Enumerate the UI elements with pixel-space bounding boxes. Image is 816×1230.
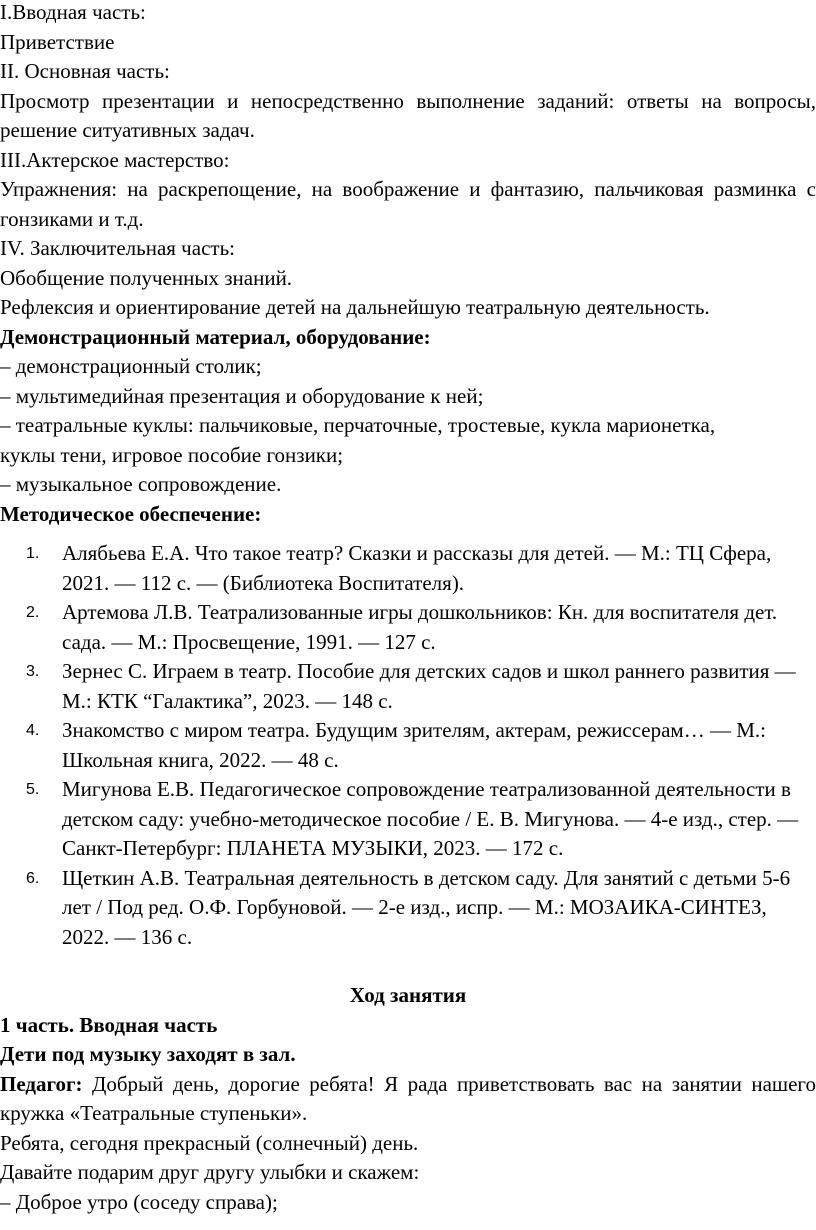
teacher-text: Добрый день, дорогие ребята! Я рада приветствовать вас на занятии нашего кружка «Театральные ступеньки». <box>0 1071 816 1125</box>
reference-item <box>0 539 816 598</box>
section-4-text-1: Обобщение полученных знаний. <box>0 265 293 290</box>
reference-number: 3. <box>26 663 40 680</box>
section-3-text: Упражнения: на раскрепощение, на воображение и фантазию, пальчиковая разминка с гонзиками и т.д. <box>0 177 816 231</box>
spacer <box>0 952 816 981</box>
materials-item: – музыкальное сопровождение. <box>0 472 282 496</box>
materials-item: – театральные куклы: пальчиковые, перчаточные, тростевые, кукла марионетка, <box>0 413 716 437</box>
materials-item: – мультимедийная презентация и оборудование к ней; <box>0 383 484 408</box>
section-4-title: IV. Заключительная часть: <box>0 236 235 260</box>
stage-direction: Дети под музыку заходят в зал. <box>0 1042 296 1066</box>
reference-item <box>0 716 816 775</box>
lesson-line: – Доброе утро (соседу справа); <box>0 1189 278 1214</box>
reference-number: 1. <box>26 545 40 562</box>
reference-number: 2. <box>26 604 40 621</box>
lesson-line: Ребята, сегодня прекрасный (солнечный) день. <box>0 1130 419 1155</box>
teacher-speech <box>0 1070 816 1129</box>
reference-item <box>0 775 816 864</box>
reference-text: Мигунова Е.В. Педагогическое сопровождение театрализованной деятельности в детском саду: учебно-методическое пособие / Е. В. Мигунова. — 4-е изд., стер. — Санкт-Петербург: ПЛАНЕТА МУЗЫКИ, 2023. — 172 с. <box>62 777 799 860</box>
reference-text: Знакомство с миром театра. Будущим зрителям, актерам, режиссерам… — М.: Школьная книга, 2022. — 48 с. <box>62 718 766 772</box>
section-4-text-2: Рефлексия и ориентирование детей на дальнейшую театральную деятельность. <box>0 295 710 319</box>
reference-item <box>0 657 816 716</box>
reference-number: 5. <box>26 781 40 798</box>
references-list <box>0 539 816 952</box>
section-1-text: Приветствие <box>0 29 115 54</box>
materials-item: – демонстрационный столик; <box>0 354 262 378</box>
section-3-title: III.Актерское мастерство: <box>0 147 230 172</box>
methods-title: Методическое обеспечение: <box>0 501 262 526</box>
reference-text: Зернес С. Играем в театр. Пособие для детских садов и школ раннего развития — М.: КТК “Галактика”, 2023. — 148 с. <box>62 659 796 713</box>
reference-text: Щеткин А.В. Театральная деятельность в детском саду. Для занятий с детьми 5-6 лет / Под ред. О.Ф. Горбуновой. — 2-е изд., испр. — М.: МОЗАИКА-СИНТЕЗ, 2022. — 136 с. <box>62 865 791 949</box>
reference-item <box>0 598 816 657</box>
section-2-text: Просмотр презентации и непосредственно выполнение заданий: ответы на вопросы, решение ситуативных задач. <box>0 88 816 142</box>
part-1-title: 1 часть. Вводная часть <box>0 1012 218 1037</box>
teacher-label: Педагог: <box>0 1071 83 1096</box>
lesson-title: Ход занятия <box>349 983 467 1007</box>
materials-item: куклы тени, игровое пособие гонзики; <box>0 442 344 467</box>
reference-text: Артемова Л.В. Театрализованные игры дошкольников: Кн. для воспитателя дет. сада. — М.: Просвещение, 1991. — 127 с. <box>62 600 778 654</box>
lesson-line: Давайте подарим друг другу улыбки и скажем: <box>0 1160 420 1184</box>
section-1-title: I.Вводная часть: <box>0 0 146 24</box>
reference-item <box>0 864 816 953</box>
reference-number: 6. <box>26 869 40 887</box>
section-2-title: II. Основная часть: <box>0 59 170 83</box>
reference-text: Алябьева Е.А. Что такое театр? Сказки и рассказы для детей. — М.: ТЦ Сфера, 2021. — 112 с. — (Библиотека Воспитателя). <box>62 541 772 595</box>
reference-number: 4. <box>26 722 40 739</box>
materials-title: Демонстрационный материал, оборудование: <box>0 324 431 349</box>
